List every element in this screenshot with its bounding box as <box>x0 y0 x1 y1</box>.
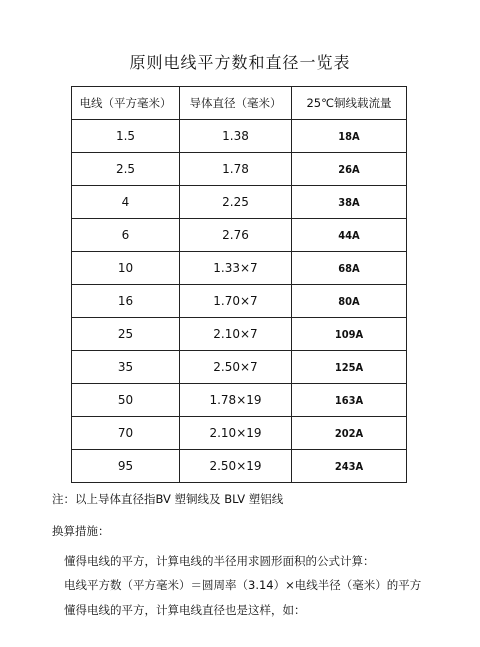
cell-conductor-diameter: 1.78 <box>180 153 292 186</box>
table-row <box>72 351 407 384</box>
cell-conductor-diameter: 1.38 <box>180 120 292 153</box>
header-ampacity: 25℃铜线载流量 <box>292 87 407 120</box>
table-row <box>72 417 407 450</box>
cell-ampacity: 38A <box>292 186 407 219</box>
table-row <box>72 120 407 153</box>
cell-wire-size: 25 <box>72 318 180 351</box>
cell-ampacity: 243A <box>292 450 407 483</box>
cell-conductor-diameter: 1.33×7 <box>180 252 292 285</box>
cell-wire-size: 4 <box>72 186 180 219</box>
cell-wire-size: 95 <box>72 450 180 483</box>
table-row <box>72 285 407 318</box>
cell-wire-size: 16 <box>72 285 180 318</box>
cell-conductor-diameter: 2.10×19 <box>180 417 292 450</box>
cell-conductor-diameter: 1.78×19 <box>180 384 292 417</box>
cell-ampacity: 163A <box>292 384 407 417</box>
cell-wire-size: 6 <box>72 219 180 252</box>
table-note: 注：以上导体直径指BV 塑铜线及 BLV 塑铝线 <box>52 492 284 506</box>
cell-wire-size: 10 <box>72 252 180 285</box>
cell-wire-size: 2.5 <box>72 153 180 186</box>
conversion-line-1: 懂得电线的平方，计算电线的半径用求圆形面积的公式计算： <box>64 554 375 568</box>
table-header-row <box>72 87 407 120</box>
cell-wire-size: 50 <box>72 384 180 417</box>
cell-ampacity: 109A <box>292 318 407 351</box>
table-row <box>72 318 407 351</box>
cell-conductor-diameter: 1.70×7 <box>180 285 292 318</box>
table-row <box>72 450 407 483</box>
conversion-line-2: 电线平方数（平方毫米）＝圆周率（3.14）×电线半径（毫米）的平方 <box>64 578 422 592</box>
cell-wire-size: 1.5 <box>72 120 180 153</box>
conversion-line-3: 懂得电线的平方，计算电线直径也是这样，如： <box>64 603 306 617</box>
table-row <box>72 186 407 219</box>
cell-wire-size: 70 <box>72 417 180 450</box>
cell-conductor-diameter: 2.76 <box>180 219 292 252</box>
cell-conductor-diameter: 2.10×7 <box>180 318 292 351</box>
cell-ampacity: 80A <box>292 285 407 318</box>
table-row <box>72 252 407 285</box>
cell-ampacity: 18A <box>292 120 407 153</box>
header-wire-size: 电线（平方毫米） <box>72 87 180 120</box>
cell-conductor-diameter: 2.25 <box>180 186 292 219</box>
cell-ampacity: 68A <box>292 252 407 285</box>
wire-spec-table <box>71 86 407 483</box>
cell-wire-size: 35 <box>72 351 180 384</box>
table-row <box>72 384 407 417</box>
cell-conductor-diameter: 2.50×7 <box>180 351 292 384</box>
cell-ampacity: 44A <box>292 219 407 252</box>
table-row <box>72 153 407 186</box>
cell-ampacity: 125A <box>292 351 407 384</box>
header-conductor-diameter: 导体直径（毫米） <box>180 87 292 120</box>
table-row <box>72 219 407 252</box>
cell-ampacity: 202A <box>292 417 407 450</box>
page-title: 原则电线平方数和直径一览表 <box>129 53 351 72</box>
cell-ampacity: 26A <box>292 153 407 186</box>
conversion-heading: 换算措施： <box>52 524 110 538</box>
cell-conductor-diameter: 2.50×19 <box>180 450 292 483</box>
